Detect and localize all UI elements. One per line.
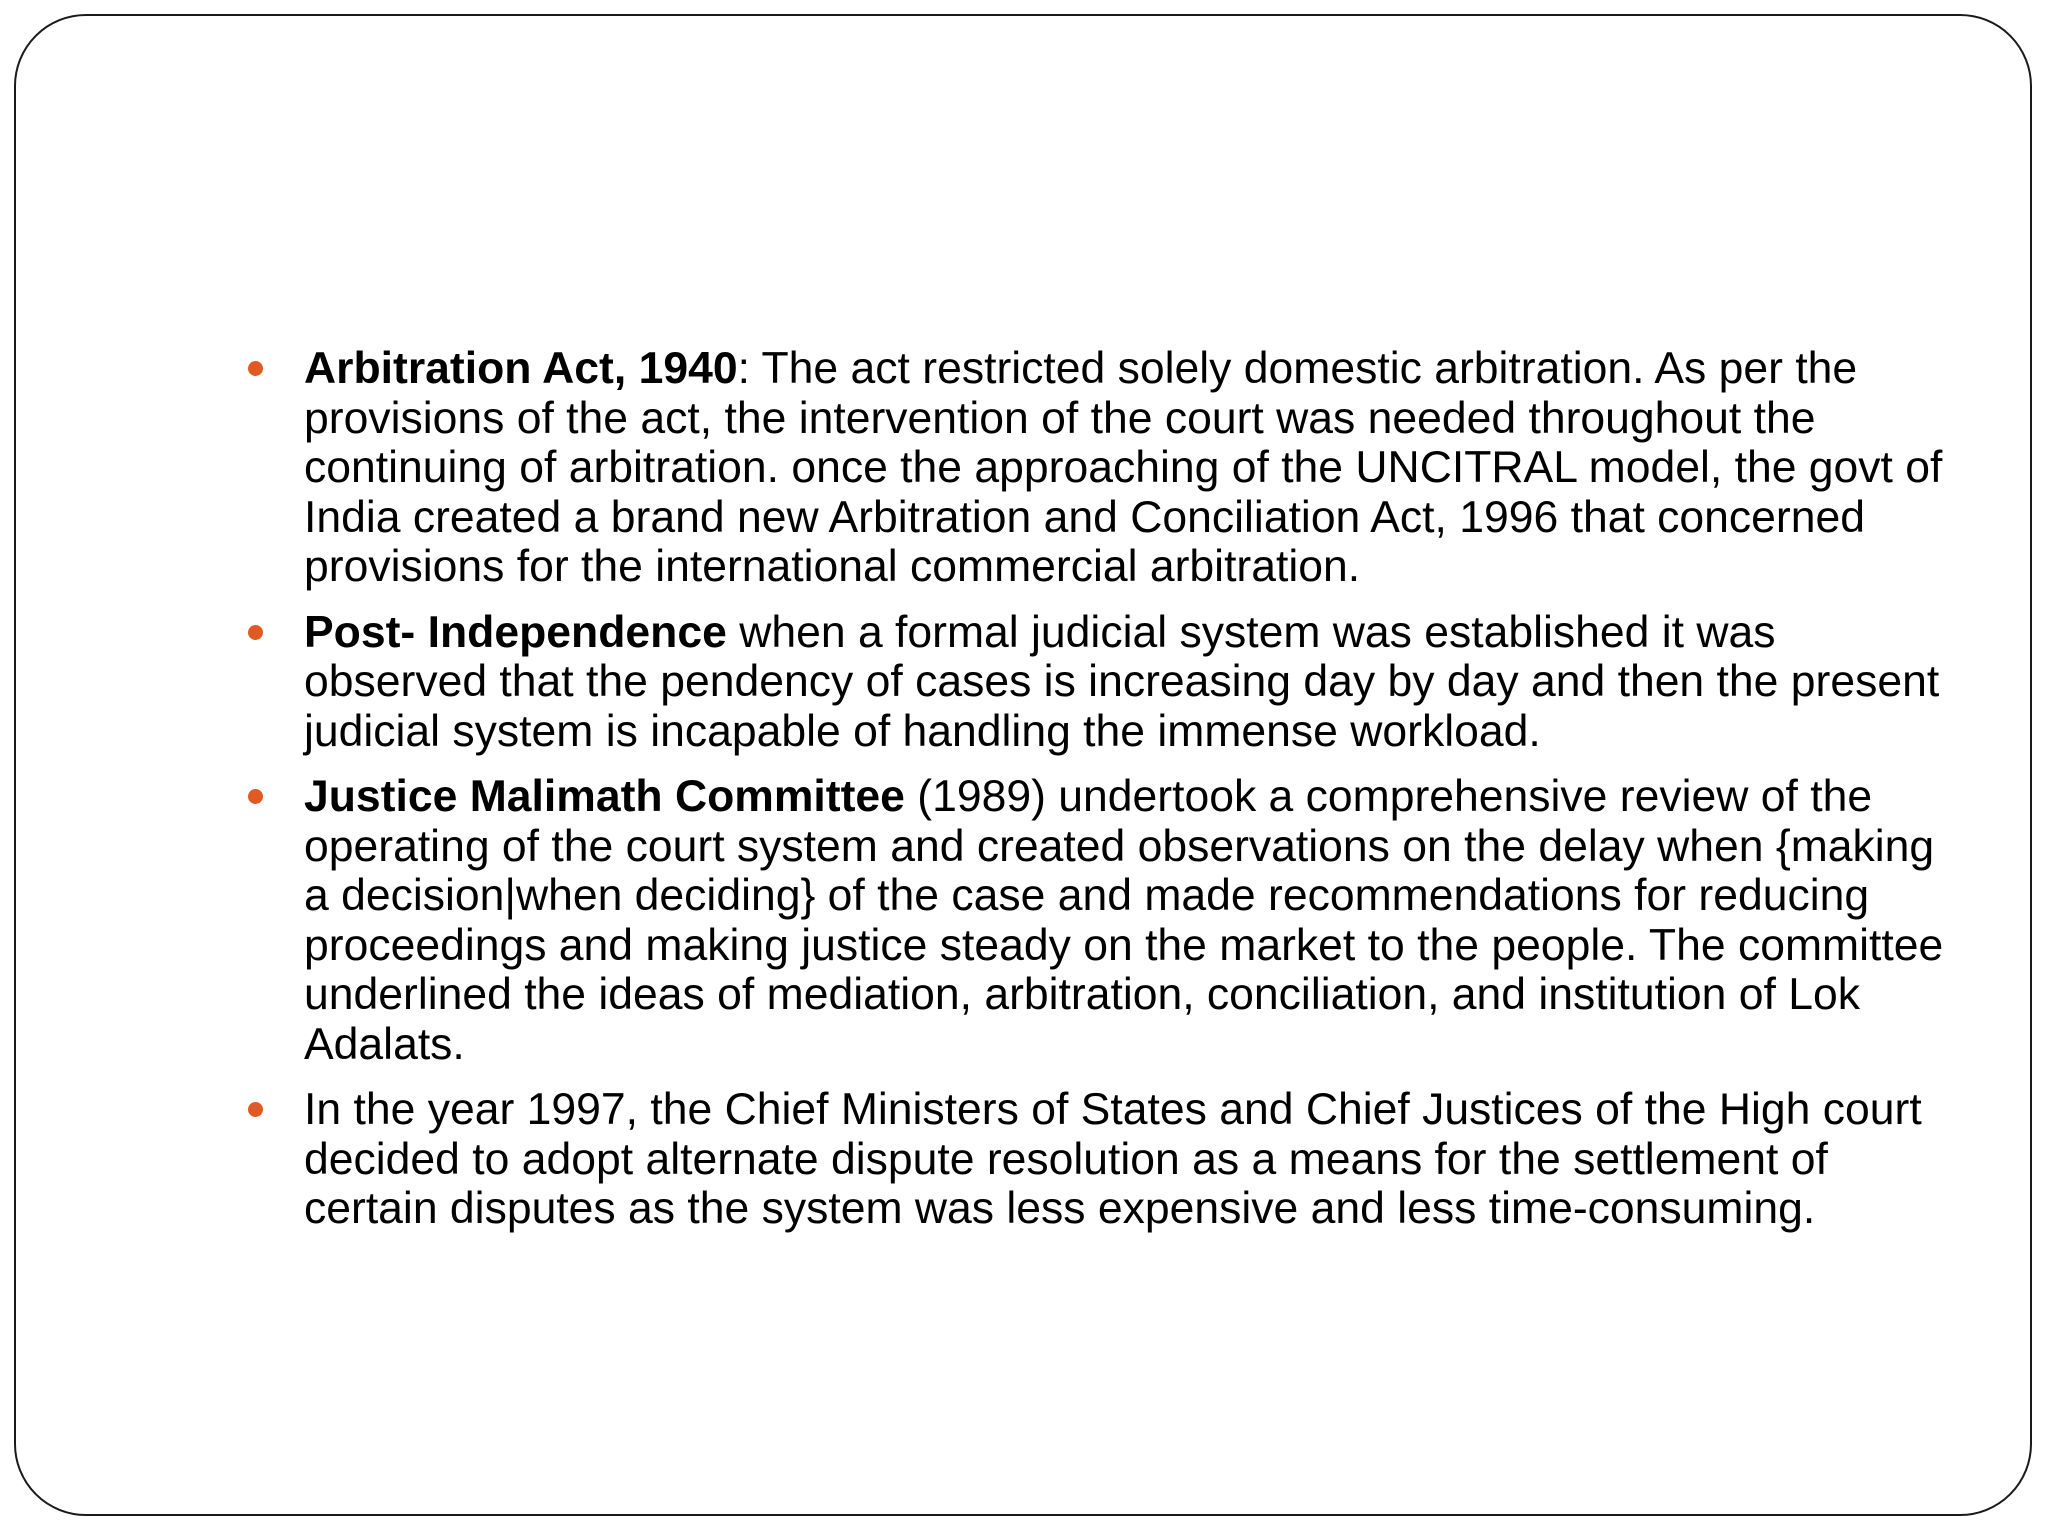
bullet-body: (1989) undertook a comprehensive review of the operating of the court system and created observations on the delay when {making a decision|when deciding} of the case and made recommendations for reducing proceedings and making justice steady on the market to the people. The committee underlined the ideas of mediation, arbitration, conciliation, and institution of Lok Adalats.: [304, 772, 1944, 1069]
bullet-term: Arbitration Act, 1940: [304, 344, 738, 393]
bullet-dot-icon: [248, 625, 263, 640]
bullet-term: Post- Independence: [304, 607, 727, 657]
bullet-item-year-1997: [234, 1085, 1954, 1234]
bullet-list: [234, 344, 1954, 1250]
bullet-item-arbitration-act: [234, 344, 1954, 592]
bullet-body: In the year 1997, the Chief Ministers of States and Chief Justices of the High court decided to adopt alternate dispute resolution as a means for the settlement of certain disputes as the system was less expensive and less time-consuming.: [304, 1085, 1922, 1233]
bullet-dot-icon: [248, 361, 263, 376]
slide-frame: [14, 14, 2032, 1516]
bullet-text: [304, 608, 1954, 757]
bullet-dot-icon: [248, 789, 263, 804]
bullet-text: [304, 1085, 1954, 1234]
bullet-text: [304, 772, 1954, 1069]
bullet-text: [304, 344, 1954, 592]
bullet-item-malimath-committee: [234, 772, 1954, 1069]
bullet-term: Justice Malimath Committee: [304, 772, 905, 821]
bullet-body: : The act restricted solely domestic arbitration. As per the provisions of the act, the intervention of the court was needed throughout the continuing of arbitration. once the approaching of the UNCITRAL model, the govt of India created a brand new Arbitration and Conciliation Act, 1996 that concerned provisions for the international commercial arbitration.: [304, 344, 1943, 591]
bullet-dot-icon: [248, 1102, 263, 1117]
bullet-item-post-independence: [234, 608, 1954, 757]
bullet-body: when a formal judicial system was established it was observed that the pendency of cases is increasing day by day and then the present judicial system is incapable of handling the immense workload.: [304, 607, 1940, 756]
